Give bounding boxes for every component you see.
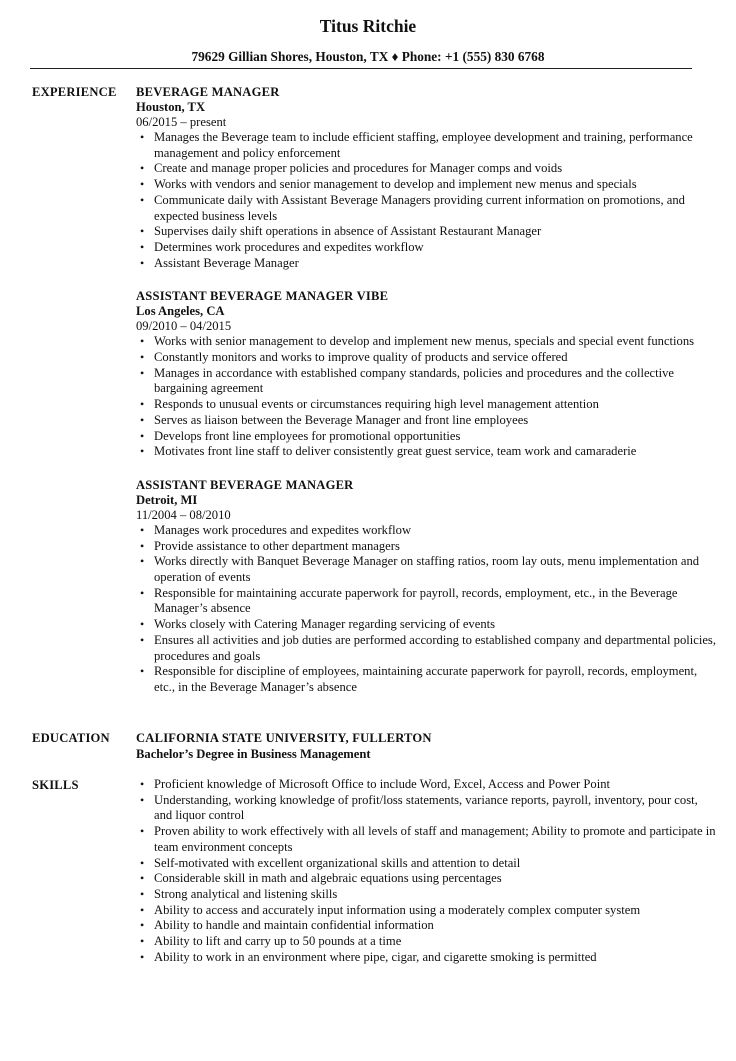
bullet-item: • Manages the Beverage team to include efficient staffing, employee development and training, performance management and policy enforcement [140, 130, 693, 160]
bullet-icon: • [140, 412, 145, 427]
skill-item: • Considerable skill in math and algebraic equations using percentages [140, 871, 502, 886]
bullet-icon: • [140, 397, 145, 412]
job-title: ASSISTANT BEVERAGE MANAGER [136, 477, 354, 492]
job-title: ASSISTANT BEVERAGE MANAGER VIBE [136, 289, 389, 304]
bullet-icon: • [140, 664, 145, 679]
job-bullets [136, 334, 716, 460]
bullet-item: • Works closely with Catering Manager regarding servicing of events [140, 617, 496, 632]
job-location: Detroit, MI [136, 492, 198, 507]
bullet-icon: • [140, 886, 145, 901]
bullet-icon: • [140, 177, 145, 192]
bullet-icon: • [140, 428, 145, 443]
bullet-item: • Works with vendors and senior management to develop and implement new menus and specials [140, 177, 637, 192]
bullet-item: • Communicate daily with Assistant Beverage Managers providing current information on promotions, and expected business levels [140, 192, 685, 223]
skill-item: • Ability to access and accurately input information using a moderately complex computer system [140, 902, 641, 917]
skill-item: • Strong analytical and listening skills [140, 886, 338, 901]
bullet-icon: • [140, 855, 145, 870]
job-location: Houston, TX [136, 100, 206, 114]
bullet-icon: • [140, 632, 145, 647]
job-bullets [136, 523, 716, 696]
bullet-item: • Assistant Beverage Manager [140, 255, 299, 270]
bullet-item: • Responsible for discipline of employees, maintaining accurate paperwork for payroll, records, employment, etc., in the Beverage Manager’s absence [140, 664, 698, 694]
bullet-icon: • [140, 792, 145, 807]
bullet-item: • Supervises daily shift operations in absence of Assistant Restaurant Manager [140, 224, 542, 239]
bullet-icon: • [140, 239, 145, 254]
bullet-item: • Manages work procedures and expedites workflow [140, 522, 412, 537]
contact-line: 79629 Gillian Shores, Houston, TX ♦ Phone: +1 (555) 830 6768 [191, 49, 545, 64]
bullet-icon: • [140, 617, 145, 632]
skills-heading: SKILLS [32, 778, 79, 792]
skill-item: • Ability to handle and maintain confidential information [140, 918, 434, 933]
job-entry [136, 288, 716, 460]
bullet-item: • Motivates front line staff to deliver consistently great guest service, team work and camaraderie [140, 444, 637, 459]
education-section [136, 730, 716, 762]
header-divider [30, 68, 692, 69]
bullet-icon: • [140, 522, 145, 537]
bullet-item: • Constantly monitors and works to improve quality of products and service offered [140, 350, 568, 365]
skill-item: • Self-motivated with excellent organizational skills and attention to detail [140, 855, 521, 870]
bullet-icon: • [140, 871, 145, 886]
education-heading: EDUCATION [32, 731, 110, 745]
job-dates: 11/2004 – 08/2010 [136, 507, 231, 522]
bullet-icon: • [140, 777, 145, 791]
bullet-icon: • [140, 161, 145, 176]
bullet-icon: • [140, 585, 145, 600]
bullet-icon: • [140, 538, 145, 553]
skills-section [136, 777, 716, 965]
bullet-item: • Serves as liaison between the Beverage Manager and front line employees [140, 412, 529, 427]
skills-list [136, 777, 716, 965]
bullet-icon: • [140, 444, 145, 459]
bullet-icon: • [140, 918, 145, 933]
bullet-item: • Works with senior management to develop and implement new menus, specials and special event functions [140, 334, 695, 349]
bullet-item: • Create and manage proper policies and procedures for Manager comps and voids [140, 161, 563, 176]
experience-section [136, 84, 716, 713]
bullet-item: • Responsible for maintaining accurate paperwork for payroll, records, employment, etc., in the Beverage Manager’s absence [140, 585, 678, 616]
bullet-item: • Provide assistance to other department managers [140, 538, 400, 553]
bullet-icon: • [140, 934, 145, 949]
job-bullets [136, 130, 716, 271]
job-dates: 06/2015 – present [136, 115, 227, 129]
candidate-name: Titus Ritchie [319, 16, 417, 36]
bullet-item: • Ensures all activities and job duties are performed according to established company and departmental policies, procedures and goals [140, 632, 716, 663]
job-dates: 09/2010 – 04/2015 [136, 319, 232, 334]
skill-item: • Understanding, working knowledge of profit/loss statements, variance reports, payroll, inventory, pour cost, and liquor control [140, 792, 698, 823]
bullet-icon: • [140, 350, 145, 365]
job-location: Los Angeles, CA [136, 304, 225, 319]
bullet-item: • Determines work procedures and expedites workflow [140, 239, 424, 254]
bullet-item: • Manages in accordance with established company standards, policies and procedures and the collective bargaining agreement [140, 365, 675, 396]
skill-item: • Ability to work in an environment where pipe, cigar, and cigarette smoking is permitted [140, 949, 597, 964]
bullet-icon: • [140, 334, 145, 349]
skill-item: • Proficient knowledge of Microsoft Office to include Word, Excel, Access and Power Point [140, 777, 610, 791]
bullet-icon: • [140, 130, 145, 144]
bullet-item: • Works directly with Banquet Beverage Manager on staffing ratios, room lay outs, menu implementation and operation of events [140, 554, 700, 585]
bullet-icon: • [140, 255, 145, 270]
job-title: BEVERAGE MANAGER [136, 85, 280, 99]
bullet-icon: • [140, 824, 145, 839]
bullet-item: • Responds to unusual events or circumstances requiring high level management attention [140, 397, 599, 412]
bullet-item: • Develops front line employees for promotional opportunities [140, 428, 461, 443]
skill-item: • Ability to lift and carry up to 50 pounds at a time [140, 934, 402, 949]
skill-item: • Proven ability to work effectively with all levels of staff and management; Ability to promote and participate in team environment concepts [140, 824, 716, 854]
bullet-icon: • [140, 365, 145, 380]
job-entry [136, 477, 716, 696]
bullet-icon: • [140, 554, 145, 569]
bullet-icon: • [140, 224, 145, 239]
bullet-icon: • [140, 902, 145, 917]
degree: Bachelor’s Degree in Business Management [136, 747, 371, 761]
job-entry [136, 84, 716, 271]
bullet-icon: • [140, 949, 145, 964]
bullet-icon: • [140, 192, 145, 207]
experience-heading: EXPERIENCE [32, 85, 117, 99]
school-name: CALIFORNIA STATE UNIVERSITY, FULLERTON [136, 731, 432, 745]
